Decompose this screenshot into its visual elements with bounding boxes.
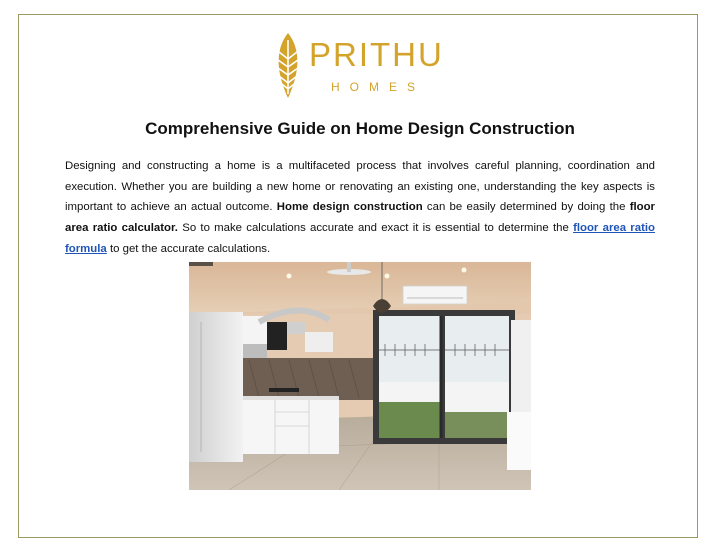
floor-area-ratio-formula-link[interactable]: floor area ratio formula	[65, 222, 655, 255]
text-run: So to make calculations accurate and exact it is essential to determine the	[177, 222, 574, 235]
page-title: Comprehensive Guide on Home Design Construction	[145, 119, 575, 138]
text-run: to get the accurate calculations.	[106, 242, 271, 255]
brand-subtitle: HOMES	[331, 80, 426, 94]
intro-paragraph	[65, 156, 655, 260]
prithu-homes-logo	[273, 32, 453, 100]
leaf-icon	[273, 32, 303, 100]
bold-term-far-calculator: floor area ratio calculator.	[65, 201, 655, 235]
brand-name: PRITHU	[309, 36, 444, 73]
text-run: can be easily determined by doing the	[422, 201, 630, 214]
kitchen-photo	[189, 262, 531, 490]
text-run: Designing and constructing a home is a multifaceted process that involves careful planning, coordination and execution. Whether you are building a new home or renovating an existing one, understanding the key aspects is important to achieve an actual outcome.	[65, 160, 655, 214]
bold-term-home-design: Home design construction	[276, 201, 423, 214]
